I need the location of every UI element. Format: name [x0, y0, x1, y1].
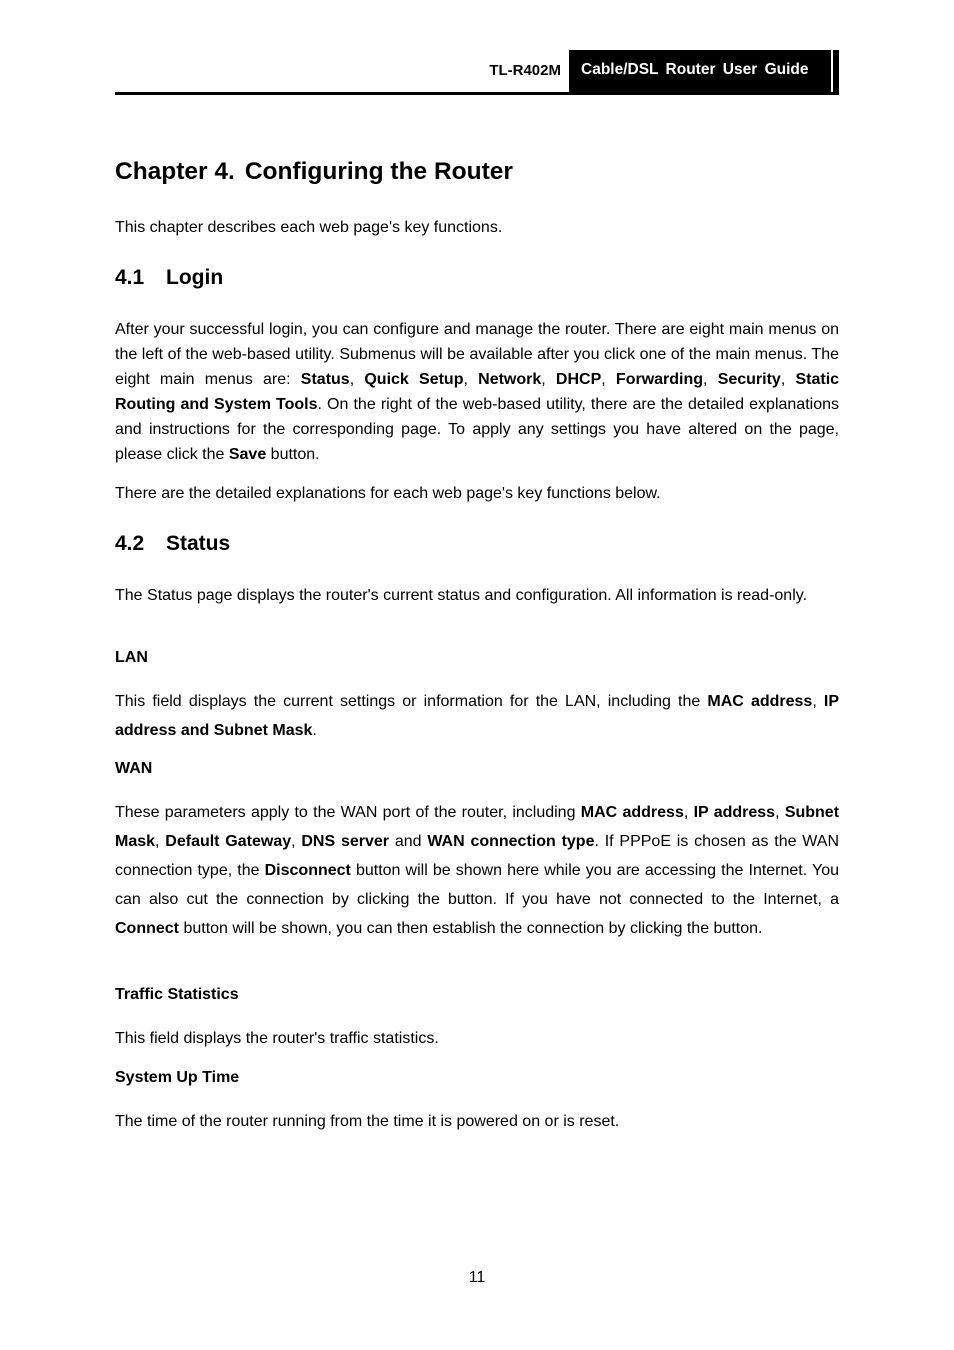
chapter-number: Chapter 4.	[115, 158, 235, 185]
lan-paragraph	[115, 687, 839, 745]
status-intro: The Status page displays the router's current status and configuration. All information is read-only.	[115, 587, 808, 604]
text-run: button will be shown here while you are accessing the Internet. You can also cut the connection by clicking the button. If you have not connected to the Internet, a	[115, 862, 840, 908]
text-run: ,	[463, 371, 479, 388]
text-run: ,	[812, 693, 824, 710]
section-title: Status	[166, 532, 231, 555]
text-run: button will be shown, you can then establish the connection by clicking the button.	[179, 920, 763, 937]
login-paragraph-2: There are the detailed explanations for each web page's key functions below.	[115, 485, 661, 502]
term: IP address and Subnet Mask	[115, 693, 840, 739]
section-number: 4.1	[115, 266, 145, 289]
term: MAC address	[580, 804, 684, 821]
menu-name: Security	[717, 371, 781, 388]
menu-name: Forwarding	[615, 371, 704, 388]
subheading-wan: WAN	[115, 760, 153, 777]
subheading-lan: LAN	[115, 649, 148, 666]
wan-paragraph	[115, 798, 839, 943]
button-name: Connect	[115, 920, 179, 937]
term: DNS server	[301, 833, 390, 850]
text-run: button.	[266, 446, 320, 463]
menu-name: Quick Setup	[364, 371, 464, 388]
text-run: ,	[291, 833, 302, 850]
text-run: ,	[155, 833, 166, 850]
login-paragraph	[115, 317, 839, 467]
text-run: ,	[780, 371, 796, 388]
chapter-title	[115, 158, 513, 186]
text-run: ,	[775, 804, 785, 821]
term: Subnet Mask	[115, 804, 840, 850]
text-run: ,	[349, 371, 365, 388]
text-run: These parameters apply to the WAN port of the router, including	[115, 804, 581, 821]
chapter-name: Configuring the Router	[244, 158, 513, 185]
term: IP address	[693, 804, 776, 821]
text-run: ,	[541, 371, 556, 388]
text-run: ,	[703, 371, 718, 388]
chapter-intro: This chapter describes each web page's key functions.	[115, 219, 503, 236]
menu-name: Status	[300, 371, 350, 388]
text-run: ,	[683, 804, 694, 821]
text-run: ,	[601, 371, 616, 388]
section-number: 4.2	[115, 532, 145, 555]
page-header	[115, 50, 839, 95]
text-run: .	[312, 722, 317, 739]
text-run: . On the right of the web-based utility, there are the detailed explanations and instructions for the corresponding page. To apply any settings you have altered on the page, please click the	[115, 396, 840, 463]
term: Default Gateway	[165, 833, 292, 850]
page-number: 11	[468, 1269, 486, 1286]
text-run: After your successful login, you can configure and manage the router. There are eight main menus on the left of the web-based utility. Submenus will be available after you click one of the main menus. The eight main menus are:	[115, 321, 839, 388]
header-guide-title: Cable/DSL Router User Guide	[581, 61, 809, 78]
uptime-paragraph: The time of the router running from the time it is powered on or is reset.	[115, 1113, 620, 1130]
subheading-system-up-time: System Up Time	[115, 1069, 240, 1086]
text-run: . If PPPoE is chosen as the WAN connection type, the	[115, 833, 840, 879]
menu-name: DHCP	[555, 371, 602, 388]
term: WAN connection type	[427, 833, 595, 850]
button-name: Save	[228, 446, 267, 463]
text-run: and	[389, 833, 428, 850]
text-run: This field displays the current settings or information for the LAN, including the	[115, 693, 708, 710]
header-model: TL-R402M	[489, 62, 561, 79]
header-guide-box	[569, 50, 839, 92]
menu-name: Static Routing and System Tools	[115, 371, 840, 413]
traffic-paragraph: This field displays the router's traffic statistics.	[115, 1030, 439, 1047]
section-title: Login	[166, 266, 224, 289]
section-heading-login	[115, 266, 223, 290]
menu-name: Network	[478, 371, 542, 388]
header-edge-line	[831, 50, 833, 92]
section-heading-status	[115, 532, 230, 556]
term: MAC address	[707, 693, 813, 710]
subheading-traffic-statistics: Traffic Statistics	[115, 986, 239, 1003]
button-name: Disconnect	[264, 862, 351, 879]
